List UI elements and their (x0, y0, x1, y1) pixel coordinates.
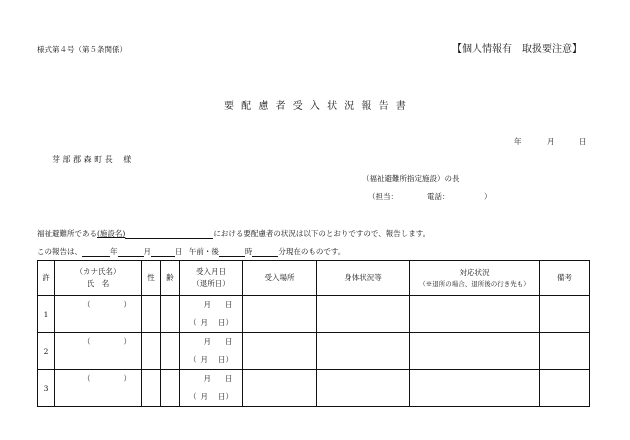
kana-parens (55, 370, 141, 388)
table-row (38, 370, 590, 407)
notes-cell[interactable] (540, 296, 590, 333)
date-in (180, 370, 242, 388)
header-date-in (180, 261, 243, 296)
contact-close: ） (484, 192, 492, 201)
report-month-label: 月 (143, 247, 151, 256)
month-label: 月 (200, 318, 208, 327)
paren-open: （ (189, 355, 197, 364)
table-row (38, 296, 590, 333)
date-out (180, 314, 242, 332)
month-label: 月 (200, 355, 208, 364)
notes-cell[interactable] (540, 370, 590, 407)
report-year-label: 年 (110, 247, 118, 256)
report-prefix: この報告は、 (37, 247, 82, 256)
response-cell[interactable] (410, 296, 540, 333)
place-cell[interactable] (243, 370, 317, 407)
paren-open: （ (83, 300, 91, 309)
notes-cell[interactable] (540, 333, 590, 370)
physical-cell[interactable] (317, 333, 410, 370)
addressee: 芽 部 郡 森 町 長 様 (52, 155, 132, 164)
body-text (37, 228, 430, 239)
row-number: 3 (38, 370, 55, 407)
report-table (37, 260, 590, 407)
report-hour-blank[interactable] (219, 247, 245, 257)
date-out (180, 351, 242, 369)
age-cell[interactable] (161, 296, 180, 333)
date-in (180, 333, 242, 351)
place-cell[interactable] (243, 333, 317, 370)
table-header-row (38, 261, 590, 296)
report-suffix: 分現在のものです。 (278, 247, 346, 256)
date-in (180, 296, 242, 314)
facility-name-blank[interactable] (125, 229, 213, 239)
response-cell[interactable] (410, 333, 540, 370)
date-cell[interactable] (180, 333, 243, 370)
day-label: 日 (225, 374, 233, 383)
name-cell[interactable] (55, 333, 142, 370)
paren-open: （ (189, 318, 197, 327)
name-cell[interactable] (55, 370, 142, 407)
date-cell[interactable] (180, 296, 243, 333)
date-out (180, 388, 242, 406)
header-no: 許 (38, 261, 55, 296)
header-response-line2: （※退所の場合、退所後の行き先も） (419, 279, 530, 288)
header-response-line1: 対応状況 (459, 268, 490, 278)
report-year-blank[interactable] (82, 247, 110, 257)
sex-cell[interactable] (142, 296, 161, 333)
date-year: 年 (514, 137, 522, 146)
sender: （福祉避難所指定施設）の長 (362, 174, 460, 183)
report-line (37, 246, 345, 257)
age-cell[interactable] (161, 333, 180, 370)
kana-parens (55, 296, 141, 314)
date-day: 日 (579, 137, 587, 146)
header-place: 受入場所 (243, 261, 317, 296)
day-label: 日 (218, 392, 226, 401)
physical-cell[interactable] (317, 370, 410, 407)
place-cell[interactable] (243, 296, 317, 333)
header-name-kana: （カナ氏名） (75, 267, 121, 277)
form-number: 様式第４号（第５条関係） (37, 45, 127, 54)
month-label: 月 (203, 374, 211, 383)
report-minute-blank[interactable] (252, 247, 278, 257)
paren-close: ） (123, 300, 131, 309)
sex-cell[interactable] (142, 370, 161, 407)
response-cell[interactable] (410, 370, 540, 407)
header-physical: 身体状況等 (317, 261, 410, 296)
paren-close: ） (225, 318, 233, 327)
body-prefix: 福祉避難所である (37, 229, 97, 238)
date-month: 月 (547, 137, 555, 146)
header-date-in-line1: 受入月日 (196, 267, 226, 277)
day-label: 日 (218, 318, 226, 327)
paren-close: ） (123, 374, 131, 383)
header-name-kanji: 氏 名 (86, 279, 110, 288)
header-name (55, 261, 142, 296)
row-number: 2 (38, 333, 55, 370)
month-label: 月 (203, 337, 211, 346)
name-cell[interactable] (55, 296, 142, 333)
table-row (38, 333, 590, 370)
month-label: 月 (203, 300, 211, 309)
report-hour-label: 時 (244, 247, 253, 256)
paren-open: （ (189, 392, 197, 401)
contact-person-label: （担当： (368, 192, 398, 201)
report-ampm: 午前・後 (188, 247, 219, 256)
date-cell[interactable] (180, 370, 243, 407)
header-sex: 性 (142, 261, 161, 296)
body-suffix: における要配慮者の状況は以下のとおりですので、報告します。 (213, 229, 431, 238)
header-notes: 備考 (540, 261, 590, 296)
row-number: 1 (38, 296, 55, 333)
paren-close: ） (123, 337, 131, 346)
report-day-label: 日 (175, 247, 183, 256)
day-label: 日 (225, 300, 233, 309)
facility-name-label: (施設名) (97, 229, 126, 238)
contact-phone-label: 電話： (427, 192, 450, 201)
month-label: 月 (200, 392, 208, 401)
physical-cell[interactable] (317, 296, 410, 333)
page-title: 要 配 慮 者 受 入 状 況 報 告 書 (224, 101, 408, 112)
header-age: 齢 (161, 261, 180, 296)
header-date-in-line2: （退所日） (192, 279, 230, 288)
day-label: 日 (225, 337, 233, 346)
day-label: 日 (218, 355, 226, 364)
age-cell[interactable] (161, 370, 180, 407)
header-response (410, 261, 540, 296)
paren-close: ） (225, 355, 233, 364)
report-month-blank[interactable] (118, 247, 144, 257)
kana-parens (55, 333, 141, 351)
confidential-notice: 【個人情報有 取扱要注意】 (452, 44, 582, 55)
report-day-blank[interactable] (151, 247, 175, 257)
paren-open: （ (83, 374, 91, 383)
paren-open: （ (83, 337, 91, 346)
sex-cell[interactable] (142, 333, 161, 370)
paren-close: ） (225, 392, 233, 401)
